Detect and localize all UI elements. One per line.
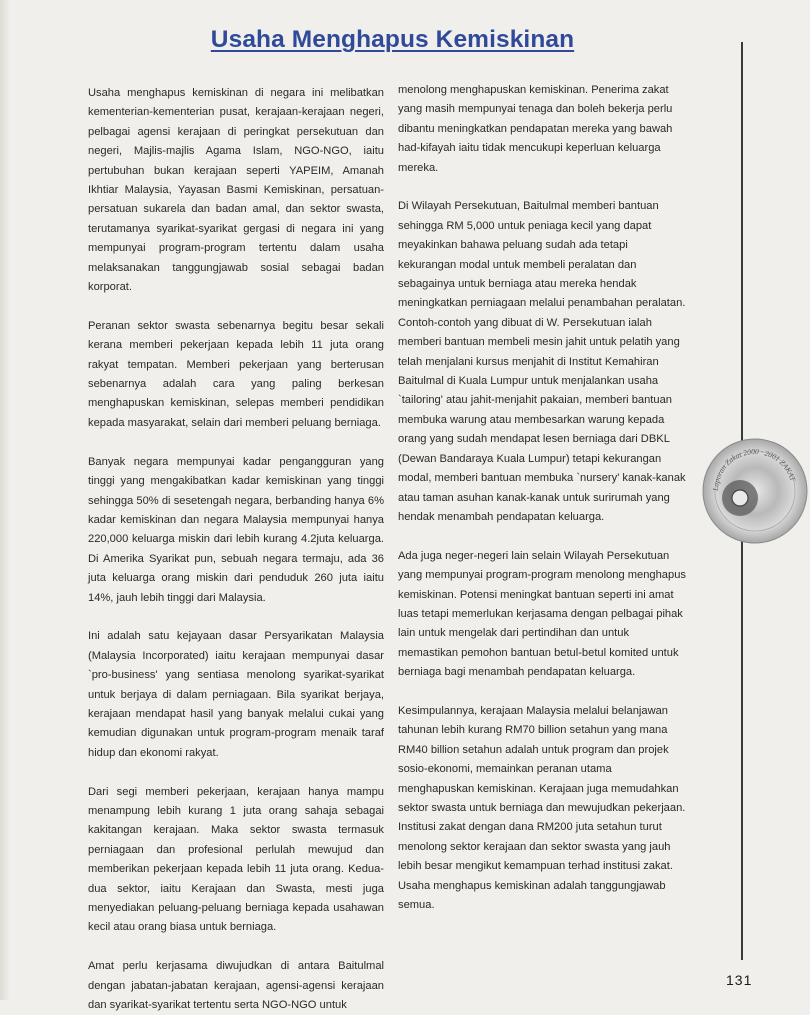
left-column <box>88 84 384 1015</box>
right-column <box>398 81 689 915</box>
left-paragraph-4: Ini adalah satu kejayaan dasar Persyarikatan Malaysia (Malaysia Incorporated) iaitu kerajaan mempunyai dasar `pro-business' yang sentiasa menolong syarikat-syarikat untuk berjaya di dalam perniagaan. Bila syarikat berjaya, kerajaan mendapat hasil yang banyak melalui cukai yang kemudian digunakan untuk program-program menaik taraf hidup dan ekonomi rakyat. <box>88 630 384 759</box>
page-number: 131 <box>726 972 753 988</box>
right-paragraph-4: Kesimpulannya, kerajaan Malaysia melalui belanjawan tahunan lebih kurang RM70 billion setahun yang mana RM40 billion setahun adalah untuk program dan projek sosio-ekonomi, memainkan peranan utama menghapuskan kemiskinan. Kerajaan juga memudahkan sektor swasta untuk berniaga dan mewujudkan pekerjaan. Institusi zakat dengan dana RM200 juta setahun turut menolong sektor kerajaan dan sektor swasta yang jauh lebih besar mengikut kemampuan terhad institusi zakat. Usaha menghapus kemiskinan adalah tanggungjawab semua. <box>398 704 686 912</box>
page-edge-shadow <box>0 0 10 1000</box>
left-paragraph-5: Dari segi memberi pekerjaan, kerajaan hanya mampu menampung lebih kurang 1 juta orang sahaja sebagai kakitangan kerajaan. Maka sektor swasta termasuk perniagaan dan profesional perlulah mewujud dan memberikan pekerjaan kepada lebih 11 juta orang. Kedua-dua sektor, iaitu Kerajaan dan Swasta, mesti juga menyediakan peluang-peluang berniaga kepada usahawan kecil atau orang biasa untuk berniaga. <box>88 785 384 934</box>
left-paragraph-1: Usaha menghapus kemiskinan di negara ini melibatkan kementerian-kementerian pusat, kerajaan-kerajaan negeri, pelbagai agensi kerajaan di peringkat persekutuan dan negeri, Majlis-majlis Agama Islam, NGO-NGO, iaitu pertubuhan bukan kerajaan seperti YAPEIM, Amanah Ikhtiar Malaysia, Yayasan Basmi Kemiskinan, persatuan-persatuan sukarela dan badan amal, dan sektor swasta, terutamanya syarikat-syarikat gergasi di negara ini yang mempunyai program-program tertentu dalam usaha melaksanakan tanggungjawab sosial sebagai badan korporat. <box>88 87 384 294</box>
right-paragraph-2: Di Wilayah Persekutuan, Baitulmal memberi bantuan sehingga RM 5,000 untuk peniaga kecil yang dapat meyakinkan bahawa peluang sudah ada tetapi kekurangan modal untuk membeli peralatan dan sebagainya untuk berniaga atau mereka hendak meningkatkan perniagaan melalui penambahan peralatan. Contoh-contoh yang dibuat di W. Persekutuan ialah memberi bantuan membeli mesin jahit untuk pelatih yang telah menjalani kursus menjahit di Institut Kemahiran Baitulmal di Kuala Lumpur untuk menjalankan usaha `tailoring' atau jahit-menjahit pakaian, memberi bantuan membuka warung atau membesarkan warung kepada orang yang sudah mendapat lesen berniaga dari DBKL (Dewan Bandaraya Kuala Lumpur) tetapi kekurangan modal, memberi bantuan membuka `nursery' kanak-kanak atau taman asuhan kanak-kanak untuk surirumah yang hendak menambah pendapatan keluarga. <box>398 200 686 523</box>
right-paragraph-1: menolong menghapuskan kemiskinan. Penerima zakat yang masih mempunyai tenaga dan boleh bekerja perlu dibantu meningkatkan pendapatan mereka yang bawah had-kifayah iaitu tidak mencukupi keperluan keluarga mereka. <box>398 84 673 174</box>
left-paragraph-2: Peranan sektor swasta sebenarnya begitu besar sekali kerana memberi pekerjaan kepada lebih 11 juta orang rakyat tempatan. Memberi pekerjaan yang berterusan sebenarnya adalah cara yang paling berkesan menghapuskan kemiskinan, selepas memberi pendidikan kepada masyarakat, selain dari memberi peluang berniaga. <box>88 319 384 429</box>
left-paragraph-3: Banyak negara mempunyai kadar pengangguran yang tinggi yang mengakibatkan kadar kemiskinan yang tinggi sehingga 50% di sesetengah negara, berbanding hanya 6% kadar kemiskinan dan negara Malaysia mempunyai hanya 220,000 keluarga miskin dari lebih kurang 4.2juta keluarga. Di Amerika Syarikat pun, sebuah negara termaju, ada 36 juta keluarga orang miskin dari penduduk 260 juta iaitu 14%, jauh lebih tinggi dari Malaysia. <box>88 455 384 604</box>
page-title: Usaha Menghapus Kemiskinan <box>210 26 575 53</box>
left-paragraph-6: Amat perlu kerjasama diwujudkan di antara Baitulmal dengan jabatan-jabatan kerajaan, agensi-agensi kerajaan dan syarikat-syarikat tertentu serta NGO-NGO untuk <box>88 960 384 1012</box>
cd-arc-text: Laporan Zakat 2000 · 2001 ZAKAT <box>710 446 798 492</box>
cd-disc-graphic <box>700 436 810 546</box>
cd-hole <box>732 490 748 506</box>
right-paragraph-3: Ada juga neger-negeri lain selain Wilayah Persekutuan yang mempunyai program-program menolong menghapus kemiskinan. Potensi meningkat bantuan seperti ini amat luas tetapi memerlukan kerjasama dengan pelbagai pihak lain untuk mengelak dari pertindihan dan untuk memastikan pemohon bantuan betul-betul komited untuk berniaga bagi menambah pendapatan keluarga. <box>398 549 686 679</box>
